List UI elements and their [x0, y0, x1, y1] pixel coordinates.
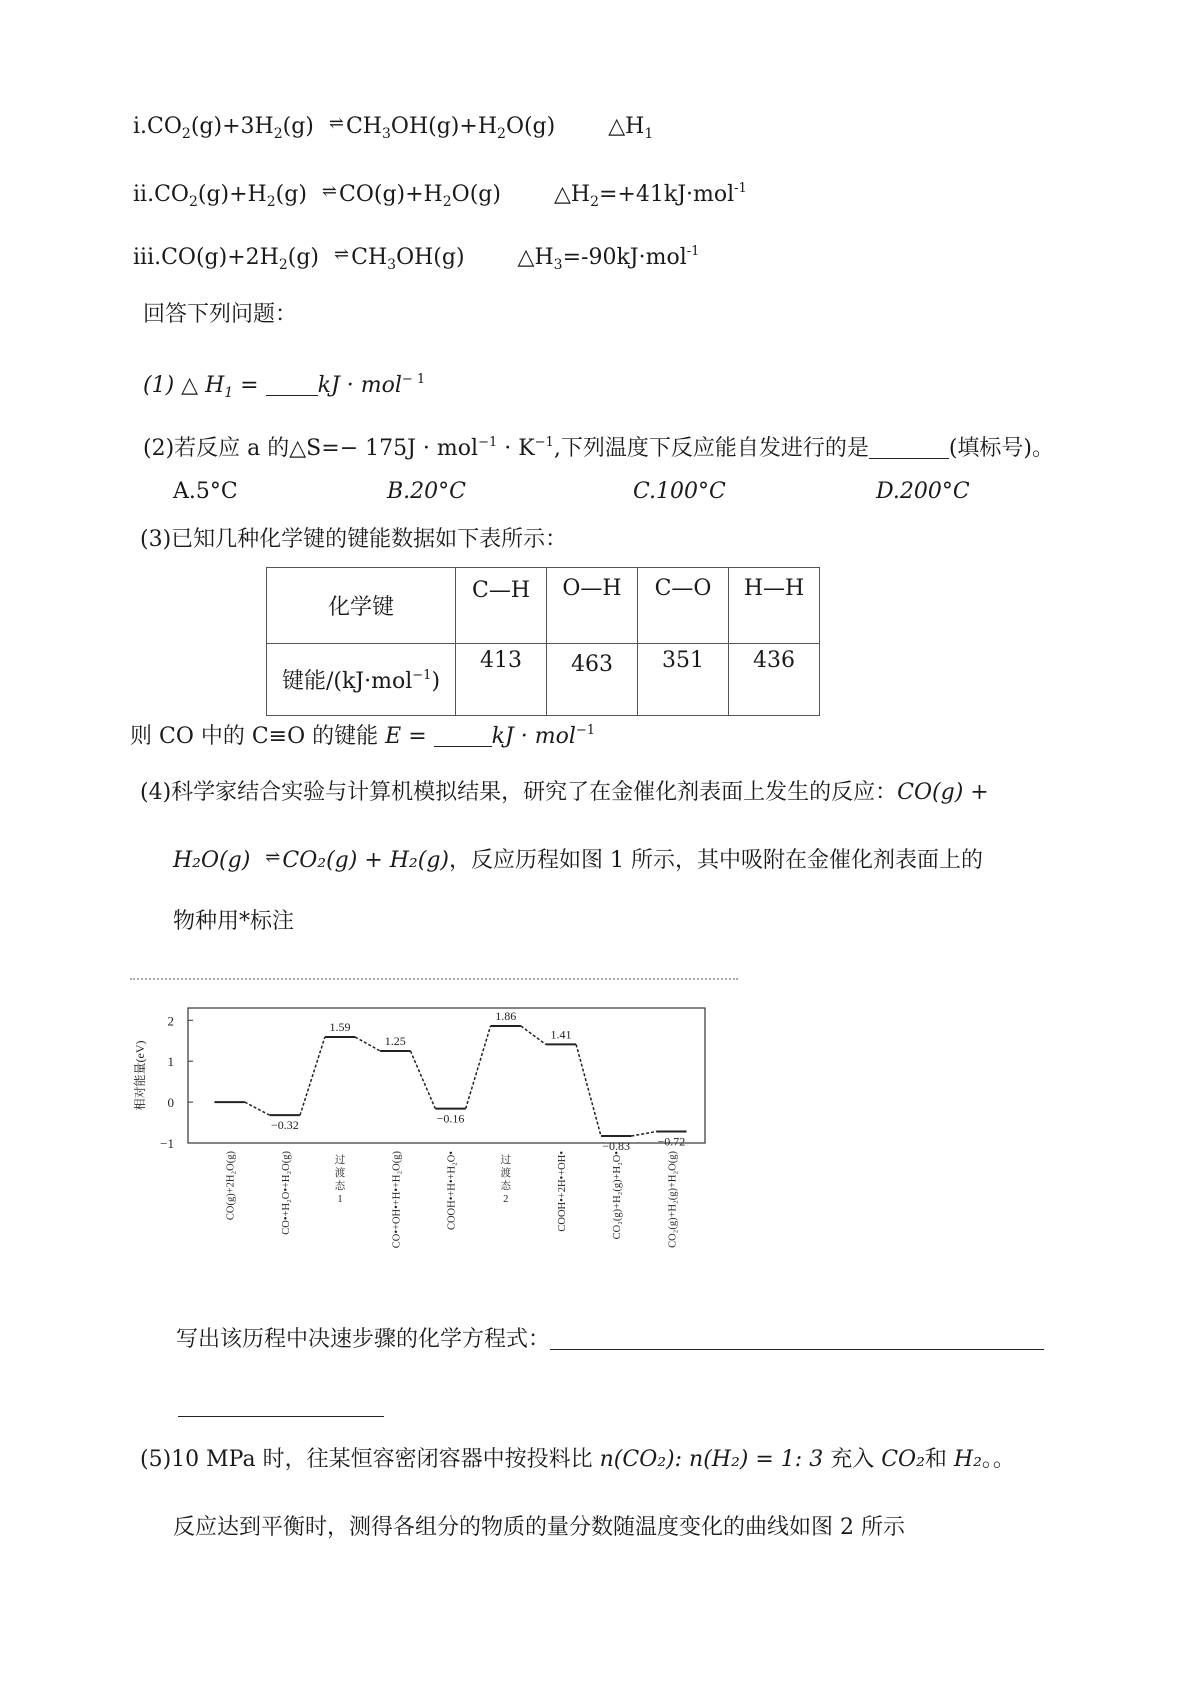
question-2: (2)若反应 a 的△S=− $175J \cdot mol^{-1} \cdot K^{-1}$,下列温度下反应能自发进行的是 (填标号)。: [143, 435, 1054, 461]
equilibrium-arrow-icon: ⇌: [334, 244, 348, 265]
question-3: (3)已知几种化学键的键能数据如下表所示：: [140, 527, 568, 552]
answer-blank[interactable]: [434, 724, 492, 747]
energy-value-label: 1.86: [495, 1009, 517, 1023]
energy-connector: [245, 1102, 270, 1115]
step-label: CO•+OH•+H•+H₂O(g): [391, 1151, 403, 1249]
table-cell: 463: [547, 644, 638, 716]
energy-connector: [300, 1037, 325, 1115]
table-cell: 413: [456, 644, 547, 716]
step-label: 过渡态 2: [500, 1155, 511, 1205]
y-axis-label: 相对能量(eV): [133, 1040, 147, 1111]
question-4-line3: 物种用*标注: [173, 909, 295, 934]
equilibrium-arrow-icon: ⇌: [328, 113, 342, 134]
divider: [130, 978, 738, 980]
question-5-line2: 反应达到平衡时，测得各组分的物质的量分数随温度变化的曲线如图 2 所示: [173, 1515, 905, 1540]
energy-connector: [631, 1132, 656, 1137]
prompt-text: 回答下列问题：: [143, 302, 298, 327]
table-cell: 436: [729, 644, 820, 716]
step-label: CO₂(g)+H₂(g)+H₂O(g): [667, 1151, 679, 1248]
reaction-iii: $iii.CO(g)+2H_2(g)$ ⇌ $CH_3OH(g)$ $\triangle H_3=-90kJ\cdot mol^{-1}$: [133, 237, 699, 280]
option-a: A.5°C: [173, 479, 238, 504]
question-4b: 写出该历程中决速步骤的化学方程式：: [176, 1325, 1044, 1355]
y-tick-label: 1: [167, 1054, 174, 1070]
reaction-ii: $ii.CO_2(g)+H_2(g)$ ⇌ $CO(g)+H_2O(g)$ $\triangle H_2=+41kJ\cdot mol^{-1}$: [133, 174, 747, 217]
step-label: CO•+H₂O•+H₂O(g): [280, 1151, 292, 1235]
energy-profile-chart: [130, 990, 730, 1290]
step-label: CO(g)+2H₂O(g): [225, 1151, 237, 1221]
option-d: D.200°C: [876, 479, 970, 504]
table-header-cell: O—H: [547, 568, 638, 644]
table-row-label: 键能/(kJ·mol$^{-1}$): [267, 644, 456, 716]
question-4-line2: H₂O(g) ⇌ CO₂(g) + H₂(g)，反应历程如图 1 所示，其中吸附在金催化剂表面上的: [173, 846, 983, 877]
energy-value-label: −0.32: [270, 1118, 299, 1133]
option-b: B.20°C: [387, 479, 466, 504]
y-tick-label: 0: [167, 1095, 174, 1111]
step-label: COOH•+H•+H₂O•: [446, 1151, 458, 1231]
step-label: COOH•+2H•+OH•: [556, 1151, 568, 1232]
y-tick-label: 2: [167, 1013, 174, 1029]
energy-connector: [576, 1044, 601, 1136]
answer-blank[interactable]: [266, 373, 318, 396]
answer-blank[interactable]: [869, 436, 949, 459]
energy-value-label: −0.83: [602, 1139, 631, 1154]
option-c: C.100°C: [633, 479, 726, 504]
energy-value-label: 1.59: [329, 1020, 351, 1035]
energy-value-label: 1.25: [384, 1033, 406, 1048]
answer-blank-long[interactable]: [550, 1327, 1044, 1350]
energy-connector: [521, 1026, 546, 1044]
energy-connector: [466, 1026, 491, 1109]
reaction-i: $i.CO_2(g)+3H_2(g)$ ⇌ $CH_3OH(g)+H_2O(g)$ $\triangle H_1$: [133, 112, 653, 149]
table-header-cell: C—H: [456, 568, 547, 644]
question-3b: 则 CO 中的 C≡O 的键能 E = kJ · mol$^{-1}$: [130, 723, 596, 749]
energy-value-label: −0.72: [657, 1134, 686, 1149]
table-header-cell: 化学键: [267, 568, 456, 644]
energy-value-label: −0.16: [436, 1111, 465, 1126]
equilibrium-arrow-icon: ⇌: [321, 181, 335, 202]
bond-energy-table: [266, 567, 820, 716]
step-label: 过渡态 1: [334, 1155, 346, 1205]
table-header-cell: C—O: [638, 568, 729, 644]
energy-connector: [410, 1051, 435, 1109]
energy-connector: [355, 1037, 380, 1051]
question-1: (1) △ $H_1$ = kJ · mol$^{- 1}$: [143, 372, 426, 401]
equilibrium-arrow-icon: ⇌: [265, 847, 279, 868]
y-tick-label: −1: [160, 1136, 174, 1151]
step-label: CO₂(g)+H₂(g)+H₂O•: [612, 1151, 624, 1240]
answer-blank-cont[interactable]: [178, 1394, 384, 1417]
energy-value-label: 1.41: [550, 1027, 572, 1042]
table-cell: 351: [638, 644, 729, 716]
question-5-line1: (5)10 MPa 时，往某恒容密闭容器中按投料比 n(CO₂): n(H₂) = 1: 3 充入 CO₂和 H₂。。: [140, 1447, 1015, 1472]
table-header-cell: H—H: [729, 568, 820, 644]
question-4-line1: (4)科学家结合实验与计算机模拟结果，研究了在金催化剂表面上发生的反应：CO(g) +: [140, 780, 989, 805]
